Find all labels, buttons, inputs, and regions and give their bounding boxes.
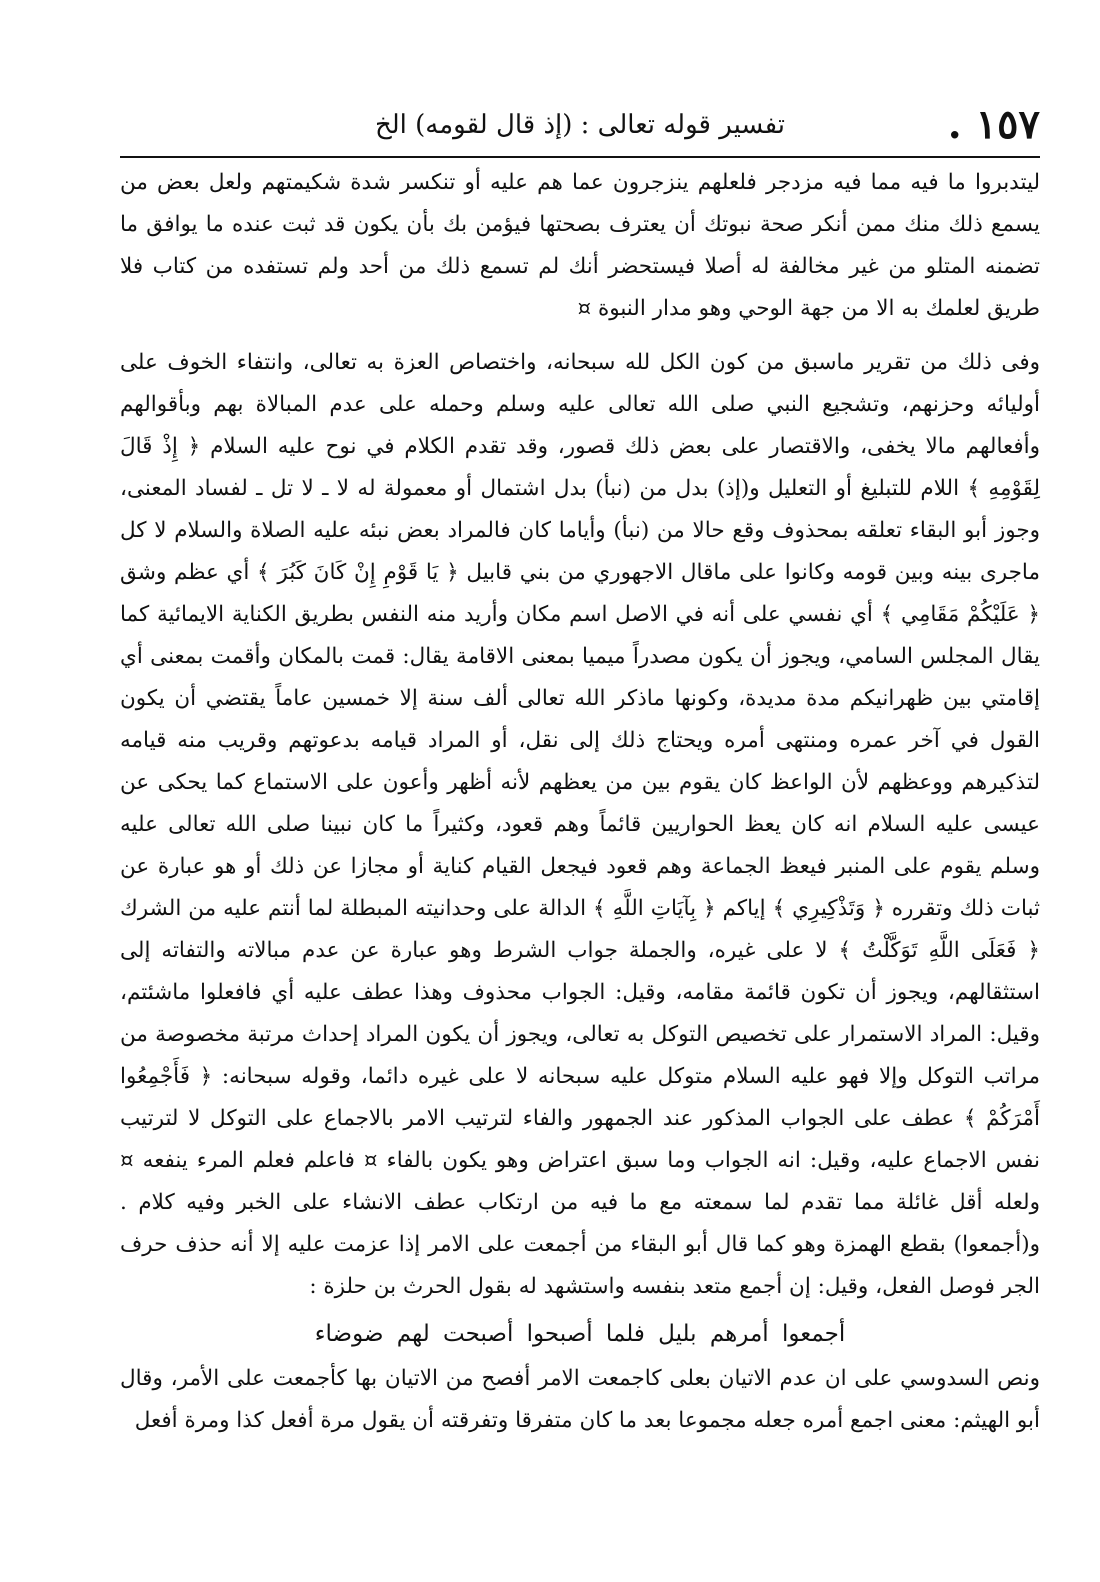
paragraph: ليتدبروا ما فيه مما فيه مزدجر فلعلهم ينزجرون عما هم عليه أو تنكسر شدة شكيمتهم ولعل بعض من يسمع ذلك منك ممن أنكر صحة نبوتك أن يعترف بصحتها فيؤمن بك بأن يكون قد ثبت عنده ما يوافق ما تضمنه المتلو من غير مخالفة له أصلا فيستحضر أنك لم تسمع ذلك من أحد ولم تستفده من كتاب فلا طريق لعلمك به الا من جهة الوحي وهو مدار النبوة ¤	[120, 170, 1040, 321]
header-rule	[120, 156, 1040, 158]
running-title: تفسير قوله تعالى : (إذ قال لقومه) الخ	[374, 110, 786, 140]
closing-paragraph: ونص السدوسي على ان عدم الاتيان بعلى كاجمعت الامر أفصح من الاتيان بها كأجمعت على الأمر، وقال أبو الهيثم: معنى اجمع أمره جعله مجموعا بعد ما كان متفرقا وتفرقته أن يقول مرة أفعل كذا ومرة أفعل	[120, 1366, 1040, 1433]
page-body	[120, 162, 1040, 1442]
paragraph: وفى ذلك من تقرير ماسبق من كون الكل لله سبحانه، واختصاص العزة به تعالى، وانتفاء الخوف على أوليائه وحزنهم، وتشجيع النبي صلى الله تعالى عليه وسلم وحمله على عدم المبالاة بهم وبأقوالهم وأفعالهم مالا يخفى، والاقتصار على بعض ذلك قصور، وقد تقدم الكلام في نوح عليه السلام ﴿ إِذْ قَالَ لِقَوْمِهِ ﴾ اللام للتبليغ أو التعليل و(إذ) بدل من (نبأ) بدل اشتمال أو معمولة له لا ـ لا تل ـ لفساد المعنى، وجوز أبو البقاء تعلقه بمحذوف وقع حالا من (نبأ) وأياما كان فالمراد بعض نبئه عليه الصلاة والسلام لا كل ماجرى بينه وبين قومه وكانوا على ماقال الاجهوري من بني قابيل ﴿ يَا قَوْمِ إِنْ كَانَ كَبُرَ ﴾ أي عظم وشق ﴿ عَلَيْكُمْ مَقَامِي ﴾ أي نفسي على أنه في الاصل اسم مكان وأريد منه النفس بطريق الكناية الايمائية كما يقال المجلس السامي، ويجوز أن يكون مصدراً ميميا بمعنى الاقامة يقال: قمت بالمكان وأقمت بمعنى أي إقامتي بين ظهرانيكم مدة مديدة، وكونها ماذكر الله تعالى ألف سنة إلا خمسين عاماً يقتضي أن يكون القول في آخر عمره ومنتهى أمره ويحتاج ذلك إلى نقل، أو المراد قيامه بدعوتهم وقريب منه قيامه لتذكيرهم ووعظهم لأن الواعظ كان يقوم بين من يعظهم لأنه أظهر وأعون على الاستماع كما يحكى عن عيسى عليه السلام انه كان يعظ الحواريين قائماً وهم قعود، وكثيراً ما كان نبينا صلى الله تعالى عليه وسلم يقوم على المنبر فيعظ الجماعة وهم قعود فيجعل القيام كناية أو مجازا عن ذلك أو هو عبارة عن ثبات ذلك وتقرره ﴿ وَتَذْكِيرِي ﴾ إياكم ﴿ بِآيَاتِ اللَّهِ ﴾ الدالة على وحدانيته المبطلة لما أنتم عليه من الشرك ﴿ فَعَلَى اللَّهِ تَوَكَّلْتُ ﴾ لا على غيره، والجملة جواب الشرط وهو عبارة عن عدم مبالاته والتفاته إلى استثقالهم، ويجوز أن تكون قائمة مقامه، وقيل: الجواب محذوف وهذا عطف عليه أي فافعلوا ماشئتم، وقيل: المراد الاستمرار على تخصيص التوكل به تعالى، ويجوز أن يكون المراد إحداث مرتبة مخصوصة من مراتب التوكل وإلا فهو عليه السلام متوكل عليه سبحانه لا على غيره دائما، وقوله سبحانه: ﴿ فَأَجْمِعُوا أَمْرَكُمْ ﴾ عطف على الجواب المذكور عند الجمهور والفاء لترتيب الامر بالاجماع على التوكل لا لترتيب نفس الاجماع عليه، وقيل: انه الجواب وما سبق اعتراض وهو يكون بالفاء ¤ فاعلم فعلم المرء ينفعه ¤ ولعله أقل غائلة مما تقدم لما سمعته مع ما فيه من ارتكاب عطف الانشاء على الخبر وفيه كلام . و(أجمعوا) بقطع الهمزة وهو كما قال أبو البقاء من أجمعت على الامر إذا عزمت عليه إلا أنه حذف حرف الجر فوصل الفعل، وقيل: إن أجمع متعد بنفسه واستشهد له بقول الحرث بن حلزة :	[120, 350, 1040, 1299]
page-number: ١٥٧ .	[947, 101, 1040, 148]
poetry-verse: أجمعوا أمرهم بليل فلما أصبحوا أصبحت لهم ضوضاء	[314, 1321, 846, 1347]
page-header	[120, 100, 1040, 150]
